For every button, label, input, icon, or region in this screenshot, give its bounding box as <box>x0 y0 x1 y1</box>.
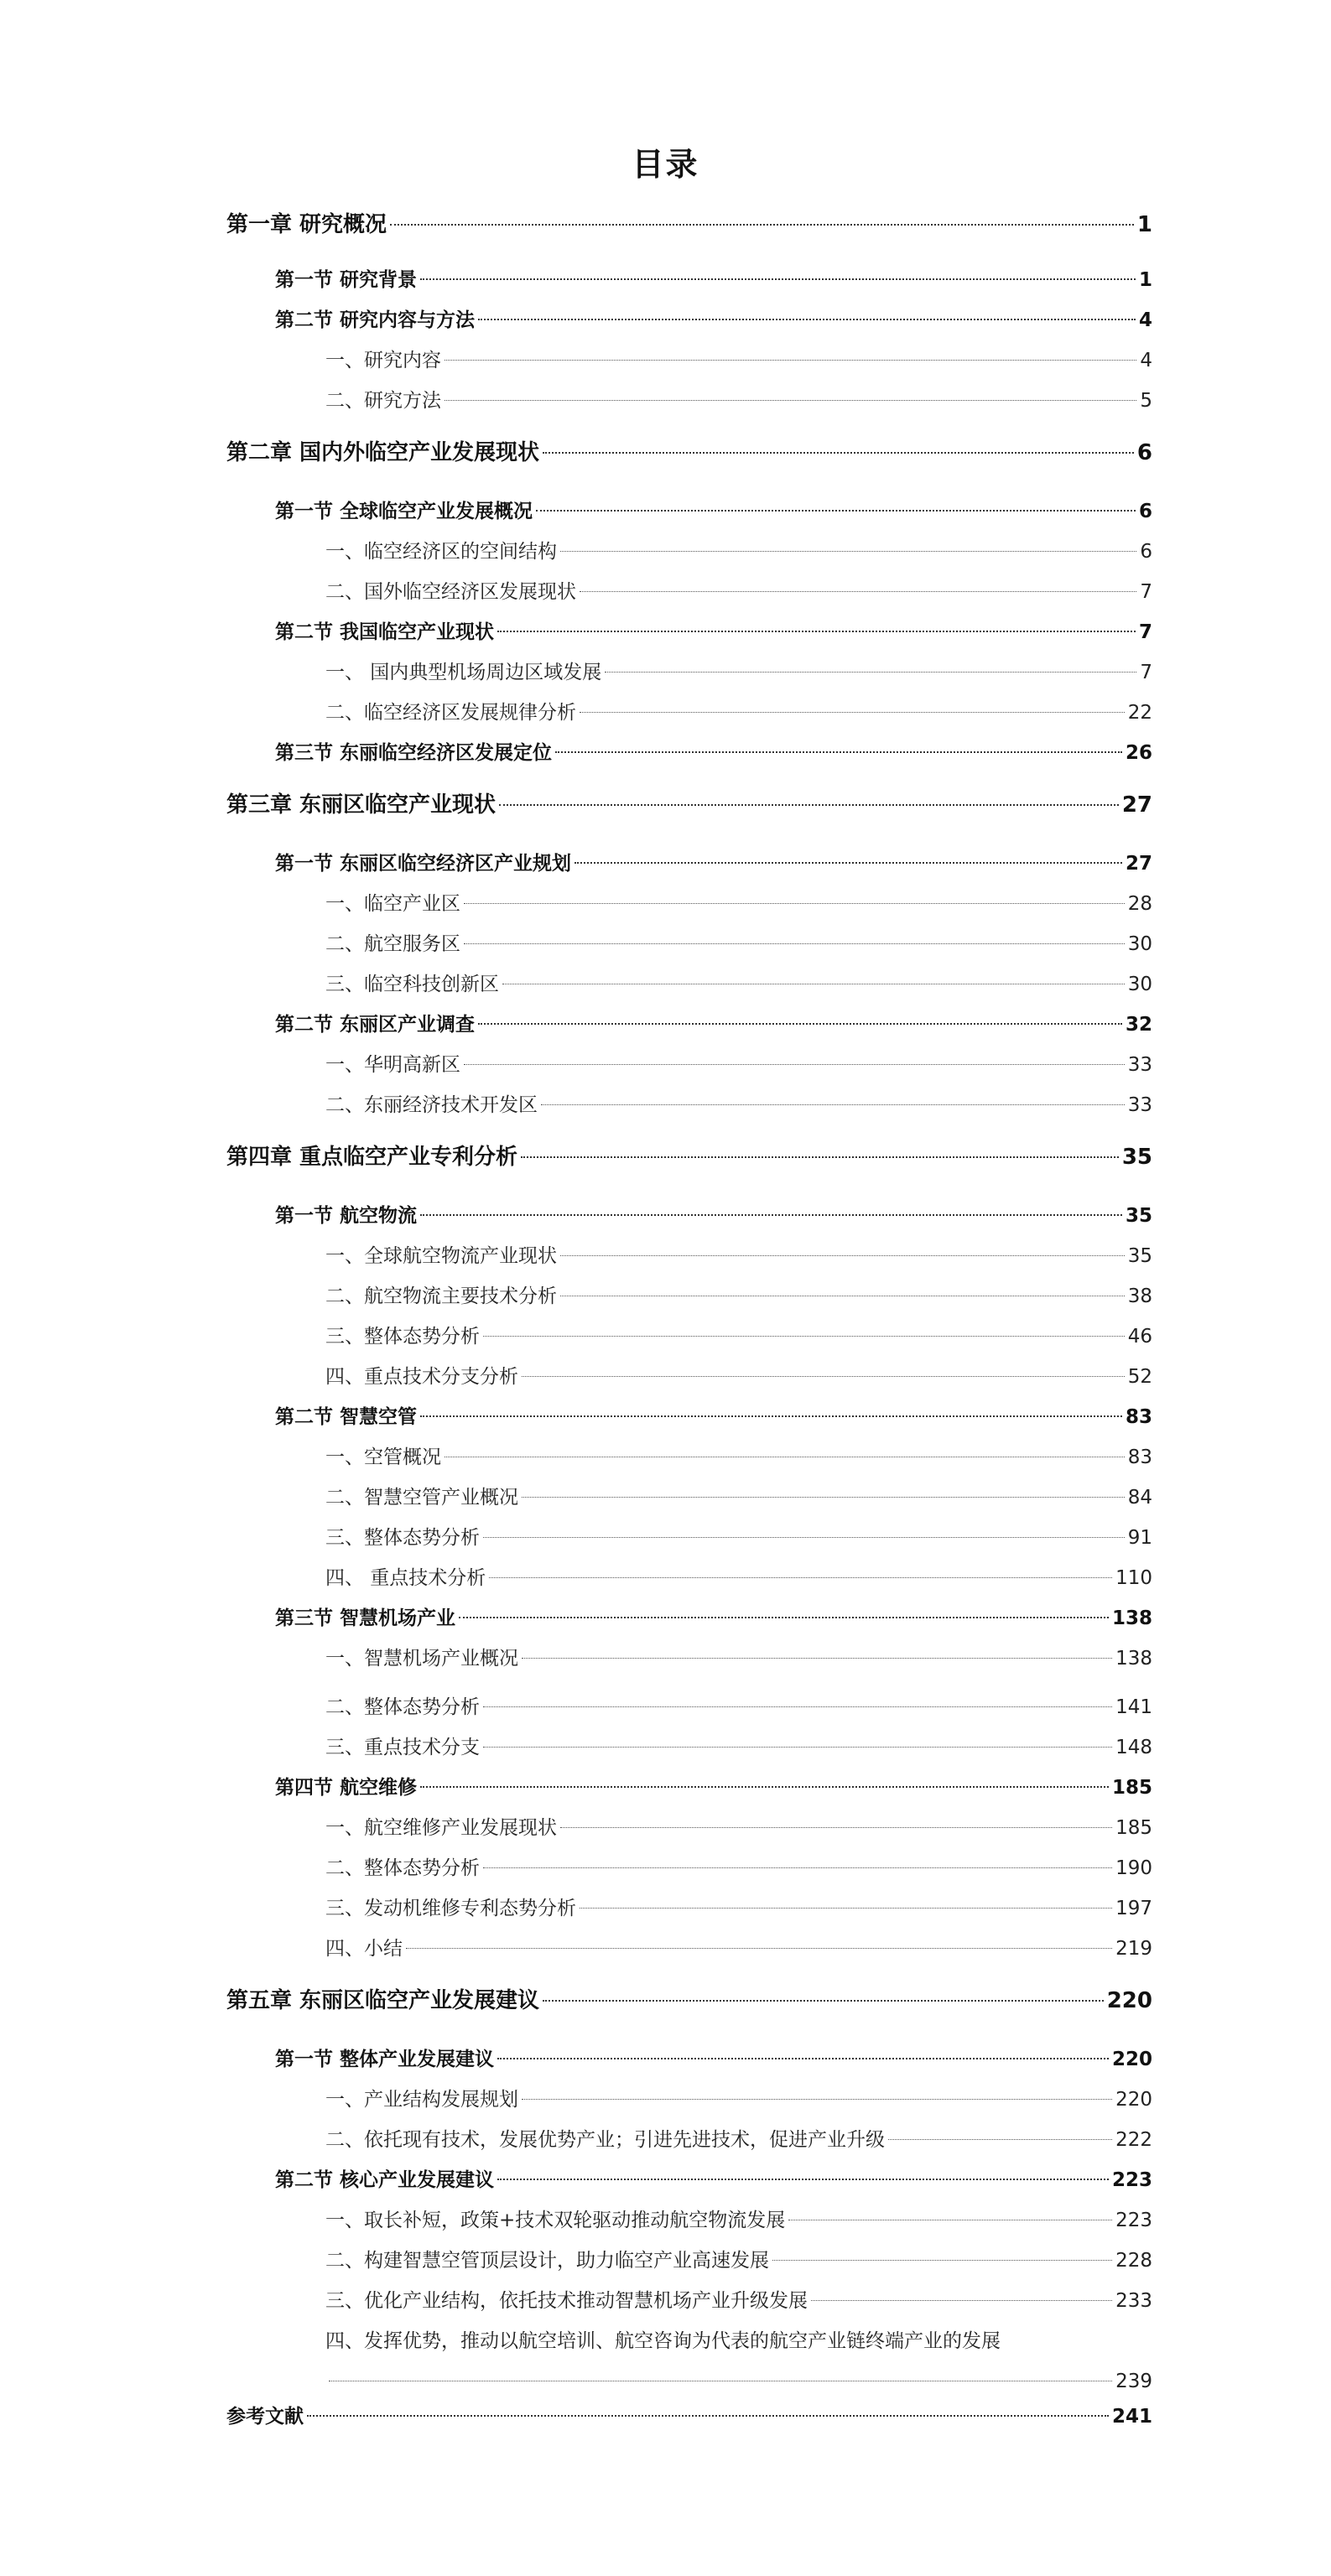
dot-leader <box>522 1376 1125 1377</box>
toc-chapter-entry[interactable] <box>226 438 1152 468</box>
toc-entry-label: 四、 重点技术分析 <box>325 1567 486 1589</box>
dot-leader <box>522 1658 1112 1659</box>
dot-leader <box>536 510 1136 512</box>
toc-entry-page: 7 <box>1140 581 1152 603</box>
toc-entry-label: 第二章 国内外临空产业发展现状 <box>226 440 540 465</box>
dot-leader <box>464 903 1125 904</box>
toc-subsection-entry[interactable] <box>325 971 1152 998</box>
dot-leader <box>420 1415 1122 1417</box>
dot-leader <box>497 631 1136 632</box>
toc-subsection-entry[interactable] <box>325 1092 1152 1119</box>
toc-section-entry[interactable] <box>275 1605 1152 1632</box>
toc-entry-page: 239 <box>1115 2371 1152 2392</box>
toc-entry-label: 二、国外临空经济区发展现状 <box>325 581 576 603</box>
toc-entry-page: 228 <box>1115 2250 1152 2272</box>
toc-entry-label: 第三章 东丽区临空产业现状 <box>226 792 497 818</box>
toc-section-entry[interactable] <box>275 1774 1152 1801</box>
toc-subsection-entry[interactable] <box>325 347 1152 374</box>
toc-entry-label: 第二节 东丽区产业调查 <box>275 1014 476 1036</box>
toc-section-entry[interactable] <box>275 498 1152 525</box>
toc-subsection-entry[interactable] <box>325 1694 1152 1721</box>
dot-leader <box>555 751 1122 753</box>
toc-entry-label: 第四节 航空维修 <box>275 1777 418 1799</box>
toc-entry-page: 197 <box>1115 1898 1152 1919</box>
toc-section-entry[interactable] <box>275 2046 1152 2073</box>
toc-entry-label: 一、华明高新区 <box>325 1054 460 1076</box>
toc-entry-label: 一、临空经济区的空间结构 <box>325 541 557 563</box>
toc-chapter-entry[interactable] <box>226 1142 1152 1172</box>
toc-subsection-entry[interactable] <box>325 1815 1152 1841</box>
toc-subsection-entry[interactable] <box>325 2328 1152 2355</box>
toc-entry-page: 220 <box>1106 1988 1152 2013</box>
dot-leader <box>497 2058 1109 2059</box>
dot-leader <box>406 1948 1112 1949</box>
toc-entry-page: 223 <box>1111 2169 1152 2191</box>
toc-entry-label: 第一节 航空物流 <box>275 1205 418 1227</box>
toc-entry-label: 二、临空经济区发展规律分析 <box>325 702 576 724</box>
toc-subsection-entry[interactable] <box>325 538 1152 565</box>
toc-entry-page: 223 <box>1115 2210 1152 2231</box>
toc-entry-page: 6 <box>1140 541 1152 563</box>
toc-entry-page: 7 <box>1138 621 1152 643</box>
toc-chapter-entry[interactable] <box>226 790 1152 820</box>
toc-entry-label: 一、产业结构发展规划 <box>325 2089 518 2111</box>
dot-leader <box>483 1537 1125 1538</box>
toc-entry-label: 二、整体态势分析 <box>325 1857 480 1879</box>
toc-subsection-entry[interactable] <box>325 931 1152 958</box>
toc-entry-label: 第四章 重点临空产业专利分析 <box>226 1145 518 1170</box>
toc-entry-label: 第一章 研究概况 <box>226 212 387 237</box>
dot-leader <box>580 1908 1112 1909</box>
dot-leader <box>420 1786 1109 1788</box>
toc-entry-page: 219 <box>1115 1938 1152 1960</box>
dot-leader <box>420 1214 1122 1216</box>
dot-leader <box>888 2139 1112 2140</box>
dot-leader <box>464 1064 1125 1065</box>
dot-leader <box>580 591 1136 592</box>
toc-entry-label: 参考文献 <box>226 2406 304 2428</box>
toc-entry-page: 141 <box>1115 1696 1152 1718</box>
toc-subsection-entry[interactable] <box>325 1323 1152 1350</box>
dot-leader <box>605 672 1136 673</box>
toc-entry-page: 35 <box>1125 1205 1152 1227</box>
dot-leader <box>478 319 1136 320</box>
dot-leader <box>580 712 1125 713</box>
toc-subsection-entry[interactable] <box>325 1855 1152 1882</box>
dot-leader <box>811 2300 1112 2301</box>
toc-subsection-entry[interactable] <box>325 1565 1152 1592</box>
toc-entry-page: 26 <box>1125 742 1152 764</box>
dot-leader <box>521 1156 1119 1158</box>
toc-entry-label: 二、航空物流主要技术分析 <box>325 1285 557 1307</box>
toc-entry-page: 110 <box>1115 1567 1152 1589</box>
toc-subsection-entry[interactable] <box>325 1935 1152 1962</box>
toc-entry-label: 四、重点技术分支分析 <box>325 1366 518 1388</box>
toc-entry-page: 138 <box>1115 1648 1152 1670</box>
toc-entry-page: 233 <box>1115 2290 1152 2312</box>
dot-leader <box>483 1867 1112 1868</box>
toc-entry-label: 三、临空科技创新区 <box>325 974 499 995</box>
toc-entry-label: 一、空管概况 <box>325 1446 441 1468</box>
dot-leader <box>390 224 1134 226</box>
dot-leader <box>541 1104 1125 1105</box>
toc-entry-label: 一、临空产业区 <box>325 893 460 915</box>
toc-section-entry[interactable] <box>275 619 1152 646</box>
dot-leader <box>522 1497 1125 1498</box>
toc-entry-page: 83 <box>1125 1406 1152 1428</box>
toc-entry-label: 二、整体态势分析 <box>325 1696 480 1718</box>
toc-subsection-entry[interactable] <box>325 1052 1152 1078</box>
toc-entry-label: 二、研究方法 <box>325 390 441 412</box>
toc-entry-page: 52 <box>1127 1366 1152 1388</box>
toc-subsection-entry[interactable] <box>325 1484 1152 1511</box>
toc-entry-page: 6 <box>1136 440 1152 465</box>
toc-entry-page: 33 <box>1127 1054 1152 1076</box>
toc-entry-label: 一、航空维修产业发展现状 <box>325 1817 557 1839</box>
toc-entry-label: 一、 国内典型机场周边区域发展 <box>325 662 602 683</box>
toc-subsection-entry[interactable] <box>325 2247 1152 2274</box>
toc-entry-page: 33 <box>1127 1094 1152 1116</box>
toc-entry-page: 7 <box>1140 662 1152 683</box>
page-title: 目录 <box>632 146 699 183</box>
toc-entry-label: 三、优化产业结构，依托技术推动智慧机场产业升级发展 <box>325 2290 808 2312</box>
toc-subsection-entry[interactable] <box>325 2127 1152 2153</box>
toc-entry-page: 35 <box>1127 1245 1152 1267</box>
toc-entry-page: 1 <box>1138 269 1152 291</box>
toc-entry-label: 一、研究内容 <box>325 350 441 371</box>
toc-entry-page: 30 <box>1127 933 1152 955</box>
toc-entry-page: 241 <box>1111 2406 1152 2428</box>
toc-subsection-entry[interactable] <box>325 387 1152 414</box>
dot-leader <box>497 2179 1109 2180</box>
dot-leader <box>445 400 1136 401</box>
toc-entry-page: 148 <box>1115 1737 1152 1758</box>
toc-entry-page: 185 <box>1115 1817 1152 1839</box>
dot-leader <box>478 1023 1122 1025</box>
toc-section-entry[interactable] <box>275 2167 1152 2194</box>
toc-entry-page: 91 <box>1127 1527 1152 1549</box>
dot-leader <box>445 360 1136 361</box>
toc-subsection-entry[interactable] <box>325 1283 1152 1310</box>
toc-entry-continuation[interactable] <box>325 2368 1152 2395</box>
toc-entry-page: 4 <box>1140 350 1152 371</box>
toc-entry-page: 38 <box>1127 1285 1152 1307</box>
dot-leader <box>575 862 1122 864</box>
toc-entry-label: 四、发挥优势，推动以航空培训、航空咨询为代表的航空产业链终端产业的发展 <box>325 2330 1001 2352</box>
dot-leader <box>420 278 1136 280</box>
toc-chapter-entry[interactable] <box>226 1986 1152 2016</box>
toc-subsection-entry[interactable] <box>325 1645 1152 1672</box>
dot-leader <box>560 1827 1112 1828</box>
dot-leader <box>543 2000 1104 2002</box>
toc-entry-label: 第二节 研究内容与方法 <box>275 309 476 331</box>
toc-subsection-entry[interactable] <box>325 1363 1152 1390</box>
toc-subsection-entry[interactable] <box>325 1524 1152 1551</box>
toc-entry-page: 5 <box>1140 390 1152 412</box>
dot-leader <box>560 551 1136 552</box>
toc-entry-label: 第三节 东丽临空经济区发展定位 <box>275 742 553 764</box>
toc-subsection-entry[interactable] <box>325 2086 1152 2113</box>
toc-entry-label: 一、智慧机场产业概况 <box>325 1648 518 1670</box>
toc-subsection-entry[interactable] <box>325 579 1152 605</box>
toc-references-entry[interactable] <box>226 2403 1152 2430</box>
toc-subsection-entry[interactable] <box>325 2288 1152 2314</box>
toc-entry-page: 220 <box>1115 2089 1152 2111</box>
toc-subsection-entry[interactable] <box>325 2207 1152 2234</box>
toc-entry-label: 四、小结 <box>325 1938 403 1960</box>
toc-entry-page: 30 <box>1127 974 1152 995</box>
toc-section-entry[interactable] <box>275 740 1152 766</box>
toc-subsection-entry[interactable] <box>325 1444 1152 1471</box>
dot-leader <box>560 1255 1125 1256</box>
toc-entry-label: 第三节 智慧机场产业 <box>275 1607 456 1629</box>
toc-entry-label: 二、东丽经济技术开发区 <box>325 1094 538 1116</box>
toc-entry-label: 第二节 核心产业发展建议 <box>275 2169 495 2191</box>
toc-section-entry[interactable] <box>275 267 1152 293</box>
toc-entry-label: 第一节 东丽区临空经济区产业规划 <box>275 853 572 875</box>
toc-entry-label: 三、发动机维修专利态势分析 <box>325 1898 576 1919</box>
toc-entry-label: 二、智慧空管产业概况 <box>325 1487 518 1509</box>
toc-entry-page: 22 <box>1127 702 1152 724</box>
toc-entry-page: 4 <box>1138 309 1152 331</box>
toc-entry-page: 35 <box>1121 1145 1152 1170</box>
toc-entry-page: 32 <box>1125 1014 1152 1036</box>
toc-entry-label: 第二节 我国临空产业现状 <box>275 621 495 643</box>
toc-entry-label: 三、整体态势分析 <box>325 1326 480 1348</box>
toc-subsection-entry[interactable] <box>325 659 1152 686</box>
toc-chapter-entry[interactable] <box>226 210 1152 240</box>
dot-leader <box>772 2260 1112 2261</box>
dot-leader <box>459 1617 1109 1618</box>
toc-entry-page: 46 <box>1127 1326 1152 1348</box>
toc-entry-page: 220 <box>1111 2049 1152 2070</box>
toc-entry-page: 83 <box>1127 1446 1152 1468</box>
toc-section-entry[interactable] <box>275 1011 1152 1038</box>
toc-subsection-entry[interactable] <box>325 1243 1152 1270</box>
toc-section-entry[interactable] <box>275 1202 1152 1229</box>
toc-subsection-entry[interactable] <box>325 891 1152 917</box>
toc-entry-label: 二、航空服务区 <box>325 933 460 955</box>
toc-subsection-entry[interactable] <box>325 699 1152 726</box>
toc-section-entry[interactable] <box>275 307 1152 334</box>
toc-entry-label: 第一节 研究背景 <box>275 269 418 291</box>
toc-entry-page: 27 <box>1121 792 1152 818</box>
toc-entry-label: 第五章 东丽区临空产业发展建议 <box>226 1988 540 2013</box>
toc-entry-page: 27 <box>1125 853 1152 875</box>
dot-leader <box>483 1336 1125 1337</box>
toc-entry-page: 84 <box>1127 1487 1152 1509</box>
toc-entry-label: 第一节 整体产业发展建议 <box>275 2049 495 2070</box>
toc-entry-page: 190 <box>1115 1857 1152 1879</box>
dot-leader <box>499 804 1119 806</box>
toc-entry-label: 三、整体态势分析 <box>325 1527 480 1549</box>
toc-entry-label: 三、重点技术分支 <box>325 1737 480 1758</box>
dot-leader <box>483 1706 1112 1707</box>
toc-entry-label: 二、构建智慧空管顶层设计，助力临空产业高速发展 <box>325 2250 769 2272</box>
dot-leader <box>543 452 1134 454</box>
toc-subsection-entry[interactable] <box>325 1734 1152 1761</box>
toc-subsection-entry[interactable] <box>325 1895 1152 1922</box>
toc-entry-label: 一、全球航空物流产业现状 <box>325 1245 557 1267</box>
toc-entry-page: 6 <box>1138 501 1152 522</box>
dot-leader <box>307 2415 1109 2417</box>
toc-entry-label: 第二节 智慧空管 <box>275 1406 418 1428</box>
toc-entry-label: 第一节 全球临空产业发展概况 <box>275 501 533 522</box>
toc-section-entry[interactable] <box>275 1404 1152 1431</box>
toc-entry-page: 138 <box>1111 1607 1152 1629</box>
toc-entry-page: 28 <box>1127 893 1152 915</box>
toc-entry-label: 二、依托现有技术，发展优势产业；引进先进技术，促进产业升级 <box>325 2129 885 2151</box>
dot-leader <box>464 943 1125 944</box>
toc-section-entry[interactable] <box>275 850 1152 877</box>
toc-entry-page: 1 <box>1136 212 1152 237</box>
dot-leader <box>489 1577 1112 1578</box>
dot-leader <box>522 2099 1112 2100</box>
toc-entry-page: 185 <box>1111 1777 1152 1799</box>
dot-leader <box>483 1747 1112 1748</box>
toc-entry-page: 222 <box>1115 2129 1152 2151</box>
toc-entry-label: 一、取长补短，政策+技术双轮驱动推动航空物流发展 <box>325 2210 786 2231</box>
